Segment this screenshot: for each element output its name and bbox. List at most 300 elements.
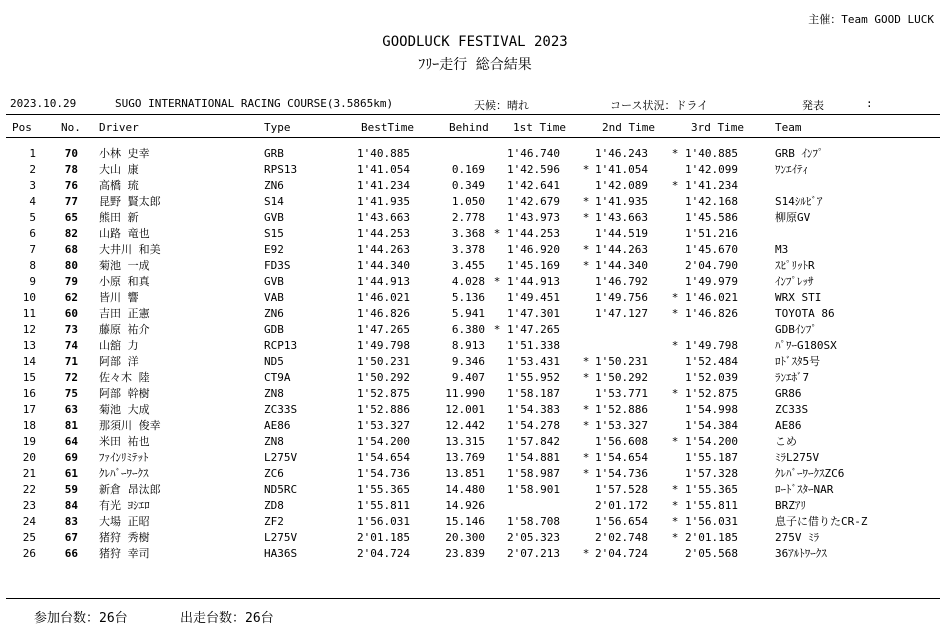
behind-cell: 0.169 — [451, 163, 485, 176]
lap2-best-marker: * — [582, 547, 590, 560]
team-cell: ﾊﾟﾜｰG180SX — [775, 339, 837, 352]
team-cell: WRX STI — [775, 291, 822, 304]
course-name: SUGO INTERNATIONAL RACING COURSE(3.5865km) — [115, 97, 394, 110]
car-number-cell: 59 — [64, 483, 78, 496]
driver-cell: ﾌｧｲﾝﾘﾐﾃｯﾄ — [99, 451, 149, 464]
lap3-best-marker: * — [671, 147, 679, 160]
table-row — [0, 514, 950, 530]
car-type-cell: E92 — [264, 243, 284, 256]
car-number-cell: 62 — [64, 291, 78, 304]
behind-cell: 6.380 — [451, 323, 485, 336]
driver-cell: 大場 正昭 — [99, 515, 150, 528]
best-time-cell: 1'55.811 — [357, 499, 410, 512]
team-cell: TOYOTA 86 — [775, 307, 835, 320]
driver-cell: 菊池 大成 — [99, 403, 150, 416]
lap3-time-cell: 1'46.021 — [685, 291, 738, 304]
car-type-cell: ND5RC — [264, 483, 298, 496]
car-number-cell: 71 — [64, 355, 78, 368]
driver-cell: 熊田 新 — [99, 211, 139, 224]
table-row — [0, 322, 950, 338]
position-cell: 2 — [29, 163, 36, 176]
lap3-time-cell: 1'54.998 — [685, 403, 738, 416]
behind-cell: 1.050 — [451, 195, 485, 208]
car-number-cell: 84 — [64, 499, 78, 512]
driver-cell: 菊池 一成 — [99, 259, 150, 272]
driver-cell: 大井川 和美 — [99, 243, 161, 256]
team-cell: ZC33S — [775, 403, 809, 416]
lap2-time-cell: 1'57.528 — [595, 483, 648, 496]
driver-cell: 吉田 正憲 — [99, 307, 150, 320]
best-time-cell: 1'47.265 — [357, 323, 410, 336]
best-time-cell: 1'46.826 — [357, 307, 410, 320]
lap3-best-marker: * — [671, 387, 679, 400]
table-row — [0, 466, 950, 482]
car-type-cell: VAB — [264, 291, 284, 304]
lap1-time-cell: 1'43.973 — [507, 211, 560, 224]
table-row — [0, 306, 950, 322]
lap3-best-marker: * — [671, 307, 679, 320]
car-type-cell: ZN8 — [264, 387, 284, 400]
car-number-cell: 83 — [64, 515, 78, 528]
table-row — [0, 354, 950, 370]
car-type-cell: GVB — [264, 275, 284, 288]
lap2-best-marker: * — [582, 371, 590, 384]
lap3-time-cell: 1'54.384 — [685, 419, 738, 432]
lap2-best-marker: * — [582, 163, 590, 176]
lap3-time-cell: 1'46.826 — [685, 307, 738, 320]
behind-cell: 12.001 — [445, 403, 485, 416]
lap2-time-cell: 1'44.263 — [595, 243, 648, 256]
results-table — [0, 146, 950, 562]
lap3-time-cell: 1'42.099 — [685, 163, 738, 176]
best-time-cell: 1'44.263 — [357, 243, 410, 256]
car-number-cell: 76 — [64, 179, 78, 192]
announce-label: 発表 — [802, 99, 824, 112]
position-cell: 16 — [22, 387, 36, 400]
lap1-time-cell: 2'05.323 — [507, 531, 560, 544]
best-time-cell: 1'56.031 — [357, 515, 410, 528]
best-time-cell: 1'52.886 — [357, 403, 410, 416]
car-number-cell: 63 — [64, 403, 78, 416]
lap1-time-cell: 2'07.213 — [507, 547, 560, 560]
organizer-label: 主催：Team GOOD LUCK — [808, 13, 934, 26]
car-number-cell: 82 — [64, 227, 78, 240]
position-cell: 26 — [22, 547, 36, 560]
car-number-cell: 79 — [64, 275, 78, 288]
best-time-cell: 1'44.913 — [357, 275, 410, 288]
lap2-time-cell: 1'49.756 — [595, 291, 648, 304]
best-time-cell: 1'50.231 — [357, 355, 410, 368]
position-cell: 22 — [22, 483, 36, 496]
driver-cell: 佐々木 陸 — [99, 371, 150, 384]
lap3-time-cell: 1'55.811 — [685, 499, 738, 512]
lap2-time-cell: 1'56.654 — [595, 515, 648, 528]
table-row — [0, 418, 950, 434]
behind-cell: 13.315 — [445, 435, 485, 448]
car-type-cell: S15 — [264, 227, 284, 240]
team-cell: 36ｱﾙﾄﾜｰｸｽ — [775, 547, 827, 560]
driver-cell: 米田 祐也 — [99, 435, 150, 448]
car-number-cell: 65 — [64, 211, 78, 224]
position-cell: 14 — [22, 355, 36, 368]
car-type-cell: L275V — [264, 531, 298, 544]
car-type-cell: RCP13 — [264, 339, 298, 352]
behind-cell: 5.136 — [451, 291, 485, 304]
header-driver: Driver — [99, 121, 139, 134]
lap2-time-cell: 1'41.054 — [595, 163, 648, 176]
car-type-cell: ZC6 — [264, 467, 284, 480]
behind-cell: 13.769 — [445, 451, 485, 464]
position-cell: 17 — [22, 403, 36, 416]
header-type: Type — [264, 121, 291, 134]
lap2-time-cell: 1'52.886 — [595, 403, 648, 416]
car-type-cell: AE86 — [264, 419, 291, 432]
car-type-cell: ZN6 — [264, 307, 284, 320]
driver-cell: 山舘 力 — [99, 339, 139, 352]
lap2-time-cell: 1'41.935 — [595, 195, 648, 208]
header-top-rule — [6, 114, 940, 115]
best-time-cell: 2'01.185 — [357, 531, 410, 544]
car-type-cell: GRB — [264, 147, 284, 160]
lap2-best-marker: * — [582, 419, 590, 432]
lap2-time-cell: 1'56.608 — [595, 435, 648, 448]
team-cell: 275V ﾐﾗ — [775, 531, 820, 544]
position-cell: 5 — [29, 211, 36, 224]
table-row — [0, 194, 950, 210]
position-cell: 4 — [29, 195, 36, 208]
car-number-cell: 78 — [64, 163, 78, 176]
best-time-cell: 1'54.654 — [357, 451, 410, 464]
team-cell: BRZｱﾘ — [775, 499, 806, 512]
lap2-best-marker: * — [582, 355, 590, 368]
header-bottom-rule — [6, 137, 940, 138]
team-cell: ﾛﾄﾞｽﾀ5号 — [775, 355, 821, 368]
behind-cell: 2.778 — [451, 211, 485, 224]
driver-cell: 小原 和真 — [99, 275, 150, 288]
car-number-cell: 70 — [64, 147, 78, 160]
table-row — [0, 226, 950, 242]
car-type-cell: L275V — [264, 451, 298, 464]
lap2-time-cell: 1'50.231 — [595, 355, 648, 368]
driver-cell: 猪狩 幸司 — [99, 547, 150, 560]
behind-cell: 9.407 — [451, 371, 485, 384]
best-time-cell: 1'49.798 — [357, 339, 410, 352]
lap1-best-marker: * — [493, 323, 501, 336]
lap3-time-cell: 1'55.365 — [685, 483, 738, 496]
team-cell: ﾛｰﾄﾞｽﾀｰNAR — [775, 483, 834, 496]
position-cell: 15 — [22, 371, 36, 384]
behind-cell: 5.941 — [451, 307, 485, 320]
car-number-cell: 80 — [64, 259, 78, 272]
best-time-cell: 1'43.663 — [357, 211, 410, 224]
lap1-time-cell: 1'57.842 — [507, 435, 560, 448]
lap3-time-cell: 1'42.168 — [685, 195, 738, 208]
header-no: No. — [61, 121, 81, 134]
table-row — [0, 210, 950, 226]
best-time-cell: 1'54.200 — [357, 435, 410, 448]
lap2-time-cell: 1'43.663 — [595, 211, 648, 224]
driver-cell: 新倉 昂汰郎 — [99, 483, 161, 496]
lap3-time-cell: 1'52.875 — [685, 387, 738, 400]
table-row — [0, 434, 950, 450]
best-time-cell: 1'41.054 — [357, 163, 410, 176]
lap3-time-cell: 1'45.586 — [685, 211, 738, 224]
best-time-cell: 1'44.253 — [357, 227, 410, 240]
lap1-time-cell: 1'54.278 — [507, 419, 560, 432]
lap3-time-cell: 1'52.039 — [685, 371, 738, 384]
lap2-time-cell: 1'47.127 — [595, 307, 648, 320]
starters-count: 出走台数：26台 — [180, 611, 274, 626]
position-cell: 20 — [22, 451, 36, 464]
behind-cell: 14.926 — [445, 499, 485, 512]
car-number-cell: 64 — [64, 435, 78, 448]
lap3-time-cell: 1'55.187 — [685, 451, 738, 464]
lap3-time-cell: 1'49.798 — [685, 339, 738, 352]
lap3-time-cell: 1'54.200 — [685, 435, 738, 448]
car-type-cell: ZD8 — [264, 499, 284, 512]
driver-cell: 皆川 響 — [99, 291, 139, 304]
driver-cell: 大山 康 — [99, 163, 139, 176]
position-cell: 25 — [22, 531, 36, 544]
table-row — [0, 498, 950, 514]
team-cell: ﾗﾝｴﾎﾞ7 — [775, 371, 810, 384]
table-row — [0, 530, 950, 546]
best-time-cell: 1'54.736 — [357, 467, 410, 480]
lap1-time-cell: 1'42.679 — [507, 195, 560, 208]
driver-cell: 山路 竜也 — [99, 227, 150, 240]
car-type-cell: FD3S — [264, 259, 291, 272]
header-pos: Pos — [12, 121, 32, 134]
best-time-cell: 1'53.327 — [357, 419, 410, 432]
lap2-time-cell: 2'04.724 — [595, 547, 648, 560]
lap1-time-cell: 1'46.740 — [507, 147, 560, 160]
best-time-cell: 1'52.875 — [357, 387, 410, 400]
car-type-cell: GDB — [264, 323, 284, 336]
behind-cell: 11.990 — [445, 387, 485, 400]
lap2-best-marker: * — [582, 195, 590, 208]
position-cell: 10 — [22, 291, 36, 304]
lap2-best-marker: * — [582, 403, 590, 416]
position-cell: 24 — [22, 515, 36, 528]
car-type-cell: ZF2 — [264, 515, 284, 528]
lap1-time-cell: 1'47.265 — [507, 323, 560, 336]
car-number-cell: 67 — [64, 531, 78, 544]
car-type-cell: ZN8 — [264, 435, 284, 448]
lap3-best-marker: * — [671, 515, 679, 528]
team-cell: GR86 — [775, 387, 802, 400]
car-type-cell: S14 — [264, 195, 284, 208]
behind-cell: 9.346 — [451, 355, 485, 368]
lap2-time-cell: 1'44.340 — [595, 259, 648, 272]
car-type-cell: ZN6 — [264, 179, 284, 192]
car-type-cell: HA36S — [264, 547, 298, 560]
position-cell: 12 — [22, 323, 36, 336]
lap1-time-cell: 1'44.913 — [507, 275, 560, 288]
best-time-cell: 1'50.292 — [357, 371, 410, 384]
best-time-cell: 1'40.885 — [357, 147, 410, 160]
lap1-time-cell: 1'42.641 — [507, 179, 560, 192]
lap2-best-marker: * — [582, 211, 590, 224]
lap3-best-marker: * — [671, 291, 679, 304]
lap2-time-cell: 1'54.736 — [595, 467, 648, 480]
behind-cell: 20.300 — [445, 531, 485, 544]
best-time-cell: 1'46.021 — [357, 291, 410, 304]
position-cell: 21 — [22, 467, 36, 480]
team-cell: ｲﾝﾌﾟﾚｯｻ — [775, 275, 814, 288]
lap1-time-cell: 1'42.596 — [507, 163, 560, 176]
lap3-time-cell: 1'45.670 — [685, 243, 738, 256]
behind-cell: 4.028 — [451, 275, 485, 288]
car-number-cell: 68 — [64, 243, 78, 256]
car-type-cell: CT9A — [264, 371, 291, 384]
driver-cell: 阿部 洋 — [99, 355, 139, 368]
car-number-cell: 74 — [64, 339, 78, 352]
lap2-time-cell: 1'44.519 — [595, 227, 648, 240]
best-time-cell: 1'41.234 — [357, 179, 410, 192]
best-time-cell: 1'55.365 — [357, 483, 410, 496]
lap1-time-cell: 1'47.301 — [507, 307, 560, 320]
lap2-time-cell: 1'46.792 — [595, 275, 648, 288]
lap1-time-cell: 1'45.169 — [507, 259, 560, 272]
lap3-time-cell: 1'57.328 — [685, 467, 738, 480]
car-type-cell: ND5 — [264, 355, 284, 368]
table-row — [0, 546, 950, 562]
lap1-time-cell: 1'46.920 — [507, 243, 560, 256]
best-time-cell: 1'41.935 — [357, 195, 410, 208]
behind-cell: 15.146 — [445, 515, 485, 528]
lap3-time-cell: 1'51.216 — [685, 227, 738, 240]
lap2-best-marker: * — [582, 243, 590, 256]
lap1-time-cell: 1'58.187 — [507, 387, 560, 400]
behind-cell: 13.851 — [445, 467, 485, 480]
table-row — [0, 370, 950, 386]
table-row — [0, 482, 950, 498]
position-cell: 3 — [29, 179, 36, 192]
lap3-best-marker: * — [671, 179, 679, 192]
car-number-cell: 60 — [64, 307, 78, 320]
car-number-cell: 72 — [64, 371, 78, 384]
car-number-cell: 61 — [64, 467, 78, 480]
position-cell: 8 — [29, 259, 36, 272]
best-time-cell: 1'44.340 — [357, 259, 410, 272]
lap3-best-marker: * — [671, 483, 679, 496]
lap3-time-cell: 1'41.234 — [685, 179, 738, 192]
session-title: ﾌﾘｰ走行 総合結果 — [418, 57, 532, 73]
position-cell: 7 — [29, 243, 36, 256]
table-row — [0, 146, 950, 162]
lap1-time-cell: 1'44.253 — [507, 227, 560, 240]
team-cell: GDBｲﾝﾌﾟ — [775, 323, 817, 336]
behind-cell: 23.839 — [445, 547, 485, 560]
driver-cell: 小林 史幸 — [99, 147, 150, 160]
header-lap1: 1st Time — [513, 121, 566, 134]
weather-label: 天候：晴れ — [474, 99, 529, 112]
car-number-cell: 73 — [64, 323, 78, 336]
best-time-cell: 2'04.724 — [357, 547, 410, 560]
lap1-time-cell: 1'51.338 — [507, 339, 560, 352]
team-cell: 息子に借りたCR-Z — [775, 515, 868, 528]
position-cell: 19 — [22, 435, 36, 448]
driver-cell: 昆野 賢太郎 — [99, 195, 161, 208]
announce-time: : — [866, 97, 873, 110]
behind-cell: 3.455 — [451, 259, 485, 272]
team-cell: M3 — [775, 243, 789, 256]
lap3-time-cell: 1'52.484 — [685, 355, 738, 368]
header-best-time: BestTime — [361, 121, 414, 134]
position-cell: 1 — [29, 147, 36, 160]
lap2-time-cell: 1'53.771 — [595, 387, 648, 400]
header-behind: Behind — [449, 121, 489, 134]
lap2-best-marker: * — [582, 451, 590, 464]
lap3-best-marker: * — [671, 499, 679, 512]
behind-cell: 8.913 — [451, 339, 485, 352]
lap2-time-cell: 1'50.292 — [595, 371, 648, 384]
lap3-best-marker: * — [671, 435, 679, 448]
team-cell: ﾐﾗL275V — [775, 451, 820, 464]
lap1-best-marker: * — [493, 227, 501, 240]
event-date: 2023.10.29 — [10, 97, 77, 110]
header-lap3: 3rd Time — [691, 121, 744, 134]
lap1-time-cell: 1'55.952 — [507, 371, 560, 384]
table-row — [0, 242, 950, 258]
lap3-best-marker: * — [671, 339, 679, 352]
lap1-time-cell: 1'58.708 — [507, 515, 560, 528]
table-row — [0, 178, 950, 194]
table-row — [0, 290, 950, 306]
driver-cell: 有光 ﾖｼｴﾛ — [99, 499, 150, 512]
position-cell: 18 — [22, 419, 36, 432]
event-title: GOODLUCK FESTIVAL 2023 — [382, 34, 568, 50]
team-cell: GRB ｲﾝﾌﾟ — [775, 147, 824, 160]
team-cell: ｽﾋﾟﾘｯﾄR — [775, 259, 815, 272]
car-number-cell: 81 — [64, 419, 78, 432]
lap3-time-cell: 1'40.885 — [685, 147, 738, 160]
behind-cell: 14.480 — [445, 483, 485, 496]
driver-cell: 那須川 俊幸 — [99, 419, 161, 432]
lap1-time-cell: 1'58.987 — [507, 467, 560, 480]
table-row — [0, 450, 950, 466]
lap3-time-cell: 2'01.185 — [685, 531, 738, 544]
track-condition-label: コース状況：ドライ — [610, 99, 709, 112]
car-number-cell: 66 — [64, 547, 78, 560]
car-type-cell: RPS13 — [264, 163, 298, 176]
team-cell: こめ — [775, 435, 797, 448]
lap2-time-cell: 1'46.243 — [595, 147, 648, 160]
behind-cell: 12.442 — [445, 419, 485, 432]
header-lap2: 2nd Time — [602, 121, 655, 134]
position-cell: 6 — [29, 227, 36, 240]
position-cell: 9 — [29, 275, 36, 288]
lap3-best-marker: * — [671, 531, 679, 544]
lap2-time-cell: 2'01.172 — [595, 499, 648, 512]
driver-cell: 阿部 幹樹 — [99, 387, 150, 400]
lap2-time-cell: 1'42.089 — [595, 179, 648, 192]
table-row — [0, 258, 950, 274]
lap3-time-cell: 1'56.031 — [685, 515, 738, 528]
lap1-time-cell: 1'54.881 — [507, 451, 560, 464]
table-row — [0, 338, 950, 354]
table-row — [0, 162, 950, 178]
lap1-time-cell: 1'49.451 — [507, 291, 560, 304]
behind-cell: 3.368 — [451, 227, 485, 240]
lap2-best-marker: * — [582, 467, 590, 480]
car-type-cell: GVB — [264, 211, 284, 224]
lap1-time-cell: 1'54.383 — [507, 403, 560, 416]
lap3-time-cell: 1'49.979 — [685, 275, 738, 288]
driver-cell: 高橋 琉 — [99, 179, 139, 192]
team-cell: AE86 — [775, 419, 802, 432]
team-cell: 柳原GV — [775, 211, 811, 224]
